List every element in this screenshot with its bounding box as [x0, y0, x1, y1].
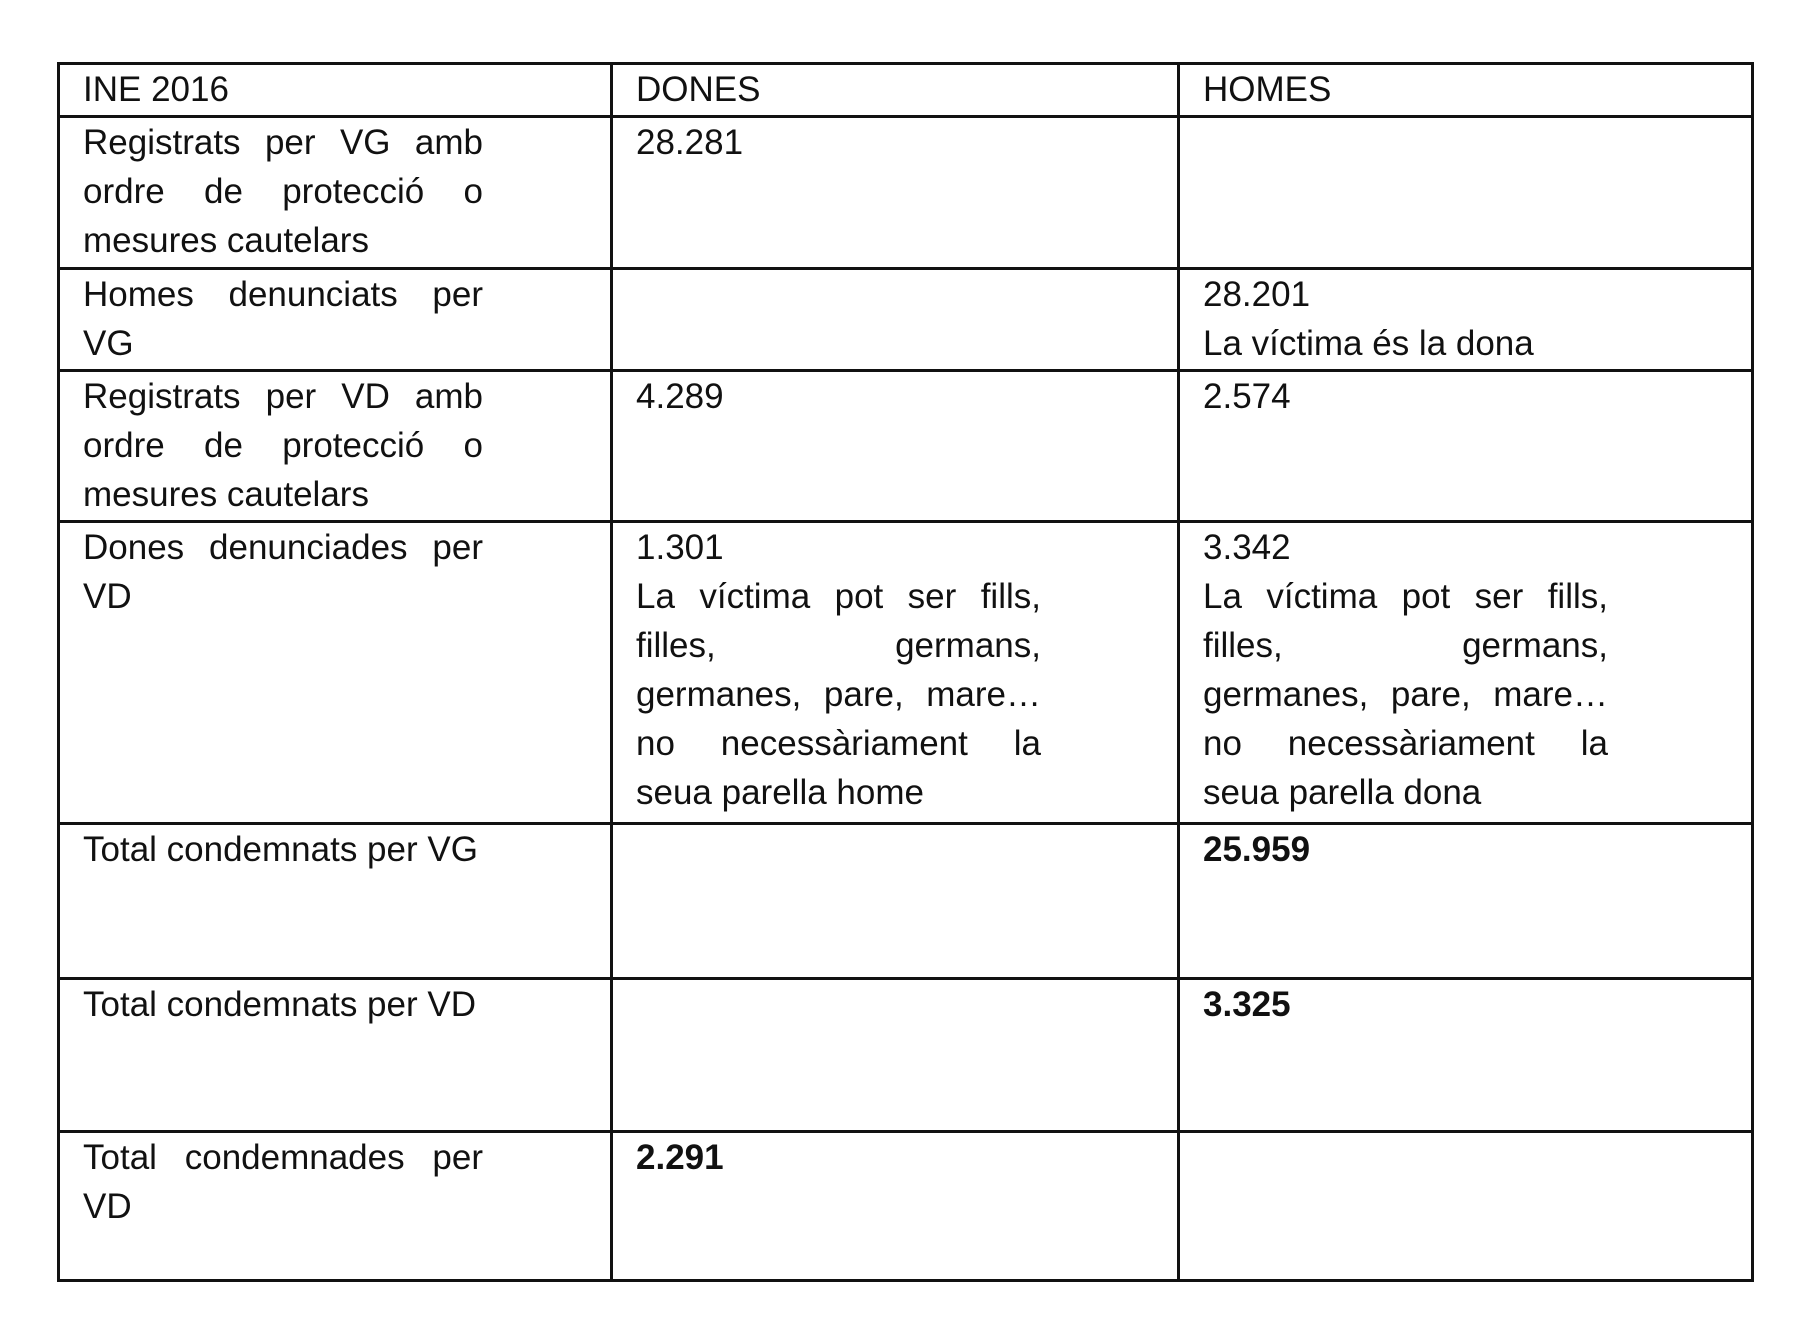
table-row — [59, 1132, 1753, 1281]
table-row — [59, 522, 1753, 824]
row-label-cell — [59, 979, 612, 1132]
table-row — [59, 269, 1753, 371]
header-source-label: INE 2016 — [83, 70, 229, 109]
row-label-cell — [59, 522, 612, 824]
row-label-cell — [59, 117, 612, 269]
header-dones-label: DONES — [636, 70, 761, 109]
homes-cell — [1179, 1132, 1753, 1281]
homes-note: La víctima és la dona — [1203, 324, 1534, 363]
table-row — [59, 979, 1753, 1132]
dones-total-value: 2.291 — [636, 1138, 724, 1177]
row-label-cell — [59, 1132, 612, 1281]
dones-value: 28.281 — [636, 123, 744, 162]
dones-cell — [612, 824, 1179, 979]
header-cell-homes — [1179, 64, 1753, 117]
dones-cell — [612, 522, 1179, 824]
table-header-row — [59, 64, 1753, 117]
table-row — [59, 371, 1753, 522]
table-row — [59, 824, 1753, 979]
statistics-table — [57, 62, 1754, 1282]
homes-cell — [1179, 824, 1753, 979]
dones-cell — [612, 979, 1179, 1132]
row-label: Homes denunciats per VG — [83, 275, 483, 363]
homes-total-value: 25.959 — [1203, 830, 1311, 869]
homes-value: 28.201 — [1203, 275, 1311, 314]
header-homes-label: HOMES — [1203, 70, 1332, 109]
dones-cell — [612, 371, 1179, 522]
row-label: Registrats per VG amb ordre de protecció o mesures cautelars — [83, 123, 483, 260]
homes-cell — [1179, 979, 1753, 1132]
dones-value: 4.289 — [636, 377, 724, 416]
homes-cell — [1179, 117, 1753, 269]
row-label-cell — [59, 371, 612, 522]
homes-value: 3.342 — [1203, 528, 1291, 567]
dones-cell — [612, 117, 1179, 269]
table-row — [59, 117, 1753, 269]
row-label-cell — [59, 824, 612, 979]
dones-cell — [612, 269, 1179, 371]
row-label: Registrats per VD amb ordre de protecció o mesures cautelars — [83, 377, 483, 514]
homes-total-value: 3.325 — [1203, 985, 1291, 1024]
row-label-cell — [59, 269, 612, 371]
row-label: Total condemnats per VD — [83, 985, 476, 1024]
homes-cell — [1179, 371, 1753, 522]
row-label: Total condemnats per VG — [83, 830, 478, 869]
row-label: Total condemnades per VD — [83, 1138, 483, 1226]
homes-cell — [1179, 269, 1753, 371]
row-label: Dones denunciades per VD — [83, 528, 483, 616]
dones-value: 1.301 — [636, 528, 724, 567]
header-cell-source — [59, 64, 612, 117]
homes-note: La víctima pot ser fills, filles, germans, germanes, pare, mare… no necessàriament la seua parella dona — [1203, 577, 1608, 812]
dones-cell — [612, 1132, 1179, 1281]
dones-note: La víctima pot ser fills, filles, germans, germanes, pare, mare… no necessàriament la seua parella home — [636, 577, 1041, 812]
header-cell-dones — [612, 64, 1179, 117]
homes-cell — [1179, 522, 1753, 824]
homes-value: 2.574 — [1203, 377, 1291, 416]
